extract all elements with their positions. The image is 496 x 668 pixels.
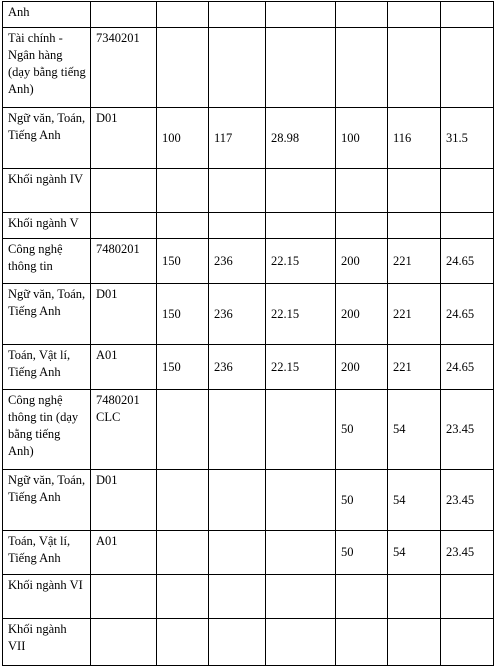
table-cell: [157, 239, 209, 284]
table-cell: [266, 345, 336, 390]
table-cell: [336, 213, 388, 239]
table-cell: [157, 619, 209, 666]
table-cell: [157, 390, 209, 470]
row-quota-a-text: 150: [162, 306, 181, 321]
row-quota-b-text: 50: [341, 422, 354, 436]
row-score-a-text: 22.15: [271, 359, 300, 374]
table-cell: [157, 169, 209, 213]
table-cell: [441, 531, 494, 575]
table-cell: [336, 108, 388, 169]
table-cell: [266, 390, 336, 470]
table-cell: [388, 390, 441, 470]
row-code-text: A01: [96, 348, 118, 362]
table-cell: [336, 575, 388, 619]
table-cell: [209, 284, 266, 345]
table-cell: [441, 619, 494, 666]
row-quota-b-text: 200: [341, 306, 360, 321]
table-cell: [91, 213, 157, 239]
row-registered-b-text: 221: [393, 359, 412, 374]
table-cell: [157, 213, 209, 239]
table-cell: [209, 108, 266, 169]
row-name-text: Khối ngành V: [8, 216, 79, 230]
table-cell: [91, 284, 157, 345]
table-cell: [3, 239, 91, 284]
table-cell: [209, 531, 266, 575]
row-name-text: Khối ngành VII: [8, 622, 67, 653]
table-cell: [3, 2, 91, 28]
table-cell: [266, 169, 336, 213]
table-row: [3, 345, 494, 390]
table-cell: [336, 345, 388, 390]
row-registered-a-text: 117: [214, 130, 233, 145]
table-cell: [157, 28, 209, 108]
row-score-b-text: 31.5: [446, 130, 468, 145]
table-cell: [3, 213, 91, 239]
table-cell: [91, 575, 157, 619]
table-cell: [3, 619, 91, 666]
admission-table: [2, 1, 494, 666]
table-row: [3, 470, 494, 531]
table-cell: [266, 619, 336, 666]
table-cell: [209, 239, 266, 284]
table-cell: [441, 108, 494, 169]
row-code-text: 7340201: [96, 31, 140, 45]
row-code-text: D01: [96, 111, 118, 125]
table-cell: [441, 575, 494, 619]
row-name-text: Công nghệ thông tin: [8, 242, 63, 273]
table-cell: [266, 28, 336, 108]
table-cell: [388, 531, 441, 575]
table-cell: [91, 2, 157, 28]
table-cell: [3, 531, 91, 575]
table-cell: [336, 2, 388, 28]
row-name-text: Khối ngành VI: [8, 578, 83, 592]
table-cell: [3, 470, 91, 531]
row-quota-a-text: 100: [162, 130, 181, 145]
row-registered-a-text: 236: [214, 306, 233, 321]
table-row: [3, 2, 494, 28]
table-cell: [388, 345, 441, 390]
table-cell: [441, 470, 494, 531]
table-row: [3, 390, 494, 470]
row-score-b-text: 24.65: [446, 253, 475, 268]
row-code-text: 7480201: [96, 242, 140, 256]
row-score-b-text: 23.45: [446, 422, 475, 436]
row-score-b-text: 23.45: [446, 545, 475, 559]
row-quota-b-text: 50: [341, 545, 354, 559]
table-cell: [441, 345, 494, 390]
row-name-text: Anh: [8, 5, 30, 19]
table-cell: [209, 470, 266, 531]
table-cell: [336, 28, 388, 108]
table-cell: [209, 390, 266, 470]
table-cell: [3, 284, 91, 345]
table-cell: [3, 575, 91, 619]
table-cell: [336, 470, 388, 531]
row-registered-b-text: 116: [393, 130, 412, 145]
row-score-a-text: 28.98: [271, 130, 300, 145]
table-cell: [388, 2, 441, 28]
table-row: [3, 169, 494, 213]
row-registered-b-text: 54: [393, 492, 406, 507]
table-cell: [209, 345, 266, 390]
table-cell: [388, 619, 441, 666]
row-name-text: Khối ngành IV: [8, 172, 83, 186]
table-body: [3, 2, 494, 666]
table-cell: [388, 239, 441, 284]
row-quota-a-text: 150: [162, 253, 181, 268]
table-cell: [209, 28, 266, 108]
row-quota-b-text: 100: [341, 130, 360, 145]
table-cell: [91, 390, 157, 470]
table-cell: [388, 213, 441, 239]
table-cell: [441, 284, 494, 345]
row-name-text: Ngữ văn, Toán, Tiếng Anh: [8, 473, 86, 504]
table-cell: [266, 470, 336, 531]
table-cell: [336, 284, 388, 345]
row-registered-b-text: 221: [393, 253, 412, 268]
table-cell: [209, 2, 266, 28]
table-cell: [441, 390, 494, 470]
table-cell: [266, 531, 336, 575]
table-cell: [209, 169, 266, 213]
row-score-a-text: 22.15: [271, 253, 300, 268]
table-cell: [91, 169, 157, 213]
table-cell: [157, 575, 209, 619]
table-row: [3, 28, 494, 108]
table-cell: [388, 284, 441, 345]
table-cell: [441, 28, 494, 108]
table-cell: [3, 108, 91, 169]
row-registered-a-text: 236: [214, 253, 233, 268]
table-cell: [441, 169, 494, 213]
table-cell: [157, 2, 209, 28]
row-registered-b-text: 221: [393, 306, 412, 321]
table-cell: [266, 575, 336, 619]
table-cell: [336, 531, 388, 575]
row-code-text: D01: [96, 287, 118, 301]
row-score-b-text: 24.65: [446, 359, 475, 374]
table-cell: [266, 2, 336, 28]
table-cell: [388, 169, 441, 213]
table-cell: [91, 28, 157, 108]
table-row: [3, 575, 494, 619]
table-cell: [157, 470, 209, 531]
table-row: [3, 284, 494, 345]
table-cell: [91, 531, 157, 575]
row-score-b-text: 24.65: [446, 306, 475, 321]
table-cell: [209, 619, 266, 666]
table-cell: [441, 213, 494, 239]
table-cell: [157, 531, 209, 575]
row-quota-a-text: 150: [162, 359, 181, 374]
row-code-text: D01: [96, 473, 118, 487]
row-quota-b-text: 50: [341, 492, 354, 507]
row-quota-b-text: 200: [341, 359, 360, 374]
table-cell: [91, 108, 157, 169]
table-row: [3, 619, 494, 666]
row-code-text: 7480201 CLC: [96, 393, 140, 424]
table-row: [3, 108, 494, 169]
table-cell: [3, 345, 91, 390]
table-cell: [266, 213, 336, 239]
table-cell: [266, 108, 336, 169]
row-name-text: Công nghệ thông tin (dạy bằng tiếng Anh): [8, 393, 79, 458]
table-cell: [157, 284, 209, 345]
row-code-text: A01: [96, 534, 118, 548]
row-registered-b-text: 54: [393, 422, 406, 436]
row-score-a-text: 22.15: [271, 306, 300, 321]
row-name-text: Tài chính - Ngân hàng (dạy bằng tiếng Anh): [8, 31, 86, 96]
table-cell: [388, 108, 441, 169]
table-cell: [3, 169, 91, 213]
row-registered-a-text: 236: [214, 359, 233, 374]
table-cell: [91, 239, 157, 284]
table-cell: [3, 28, 91, 108]
row-name-text: Toán, Vật lí, Tiếng Anh: [8, 534, 71, 565]
table-cell: [441, 2, 494, 28]
row-name-text: Ngữ văn, Toán, Tiếng Anh: [8, 111, 86, 142]
table-cell: [336, 239, 388, 284]
table-cell: [209, 213, 266, 239]
row-score-b-text: 23.45: [446, 492, 475, 507]
table-cell: [91, 345, 157, 390]
row-name-text: Ngữ văn, Toán, Tiếng Anh: [8, 287, 86, 318]
table-row: [3, 531, 494, 575]
table-cell: [388, 470, 441, 531]
table-cell: [388, 575, 441, 619]
table-row: [3, 239, 494, 284]
table-cell: [266, 284, 336, 345]
row-registered-b-text: 54: [393, 545, 406, 559]
table-cell: [91, 470, 157, 531]
table-row: [3, 213, 494, 239]
table-cell: [91, 619, 157, 666]
table-cell: [441, 239, 494, 284]
table-cell: [336, 390, 388, 470]
table-cell: [157, 345, 209, 390]
table-cell: [209, 575, 266, 619]
table-cell: [388, 28, 441, 108]
table-cell: [266, 239, 336, 284]
row-name-text: Toán, Vật lí, Tiếng Anh: [8, 348, 71, 379]
row-quota-b-text: 200: [341, 253, 360, 268]
table-cell: [3, 390, 91, 470]
table-cell: [157, 108, 209, 169]
table-cell: [336, 619, 388, 666]
table-cell: [336, 169, 388, 213]
